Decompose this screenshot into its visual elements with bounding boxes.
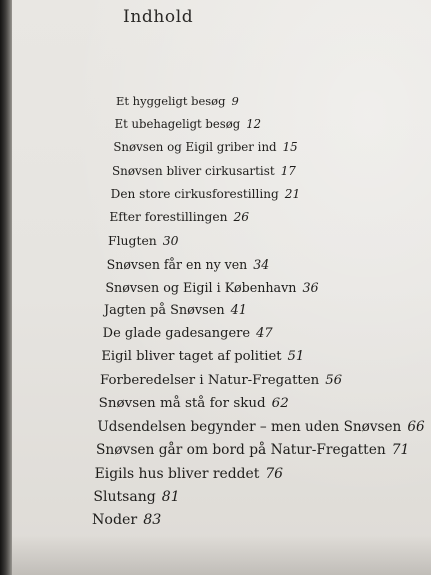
- toc-entry-page: 36: [302, 279, 319, 295]
- toc-entry-page: 9: [231, 94, 239, 108]
- toc-entry-page: 76: [265, 465, 284, 482]
- toc-entry-title: Et hyggeligt besøg: [116, 94, 226, 108]
- toc-entry-page: 62: [271, 395, 289, 411]
- toc-entry: [115, 117, 261, 131]
- toc-entry: [112, 164, 296, 178]
- toc-entry-page: 56: [325, 372, 343, 388]
- toc-entry-page: 21: [284, 186, 301, 201]
- toc-entry-title: Snøvsen og Eigil griber ind: [113, 140, 277, 155]
- toc-entry: [93, 489, 179, 505]
- toc-entry-page: 81: [161, 488, 180, 505]
- toc-entry-title: Snøvsen får en ny ven: [106, 256, 248, 272]
- toc-entry: [108, 233, 179, 248]
- toc-entry-page: 34: [253, 256, 270, 272]
- toc-entry: [96, 442, 409, 458]
- toc-entry-title: De glade gadesangere: [102, 326, 251, 342]
- toc-entry-page: 47: [256, 326, 273, 342]
- toc-entry-page: 41: [230, 303, 247, 318]
- toc-entry-page: 71: [391, 442, 410, 459]
- toc-entry: [107, 257, 270, 272]
- toc-entry-page: 30: [162, 233, 179, 249]
- toc-entry: [104, 303, 247, 318]
- toc-entry-title: Noder: [92, 512, 138, 528]
- toc-entry: [101, 349, 304, 364]
- toc-entry: [116, 94, 239, 108]
- toc-entry: [109, 210, 249, 224]
- toc-entry-title: Udsendelsen begynder – men uden Snøvsen: [97, 419, 402, 436]
- toc-entry-title: Efter forestillingen: [109, 210, 228, 225]
- toc-entry: [105, 280, 318, 295]
- toc-entry: [113, 140, 297, 154]
- page-title: Indhold: [123, 7, 194, 27]
- book-page: [12, 0, 431, 575]
- toc-entry-page: 66: [407, 419, 425, 436]
- toc-entry-title: Flugten: [108, 233, 157, 249]
- toc-entry-title: Den store cirkusforestilling: [110, 186, 279, 201]
- toc-entry-title: Snøvsen går om bord på Natur-Fregatten: [96, 442, 386, 459]
- toc-entry: [92, 512, 161, 528]
- toc-entry: [103, 326, 273, 341]
- toc-entry-title: Slutsang: [93, 488, 156, 505]
- toc-entry-title: Jagten på Snøvsen: [104, 303, 225, 318]
- toc-entry-page: 26: [233, 210, 250, 225]
- toc-entry: [100, 373, 342, 388]
- toc-entry-title: Snøvsen og Eigil i København: [105, 279, 297, 295]
- toc-entry-page: 51: [287, 349, 305, 365]
- toc-entry: [99, 396, 289, 411]
- toc-entry-title: Et ubehageligt besøg: [114, 117, 241, 132]
- toc-entry-title: Snøvsen bliver cirkusartist: [112, 163, 275, 178]
- table-of-contents: [12, 0, 431, 575]
- toc-entry-page: 83: [143, 512, 162, 528]
- toc-entry-title: Eigil bliver taget af politiet: [101, 349, 282, 365]
- toc-entry-page: 15: [282, 140, 298, 155]
- toc-entry: [95, 466, 283, 482]
- toc-entry-page: 17: [280, 163, 296, 178]
- toc-entry-page: 12: [246, 117, 262, 132]
- toc-entry-title: Snøvsen må stå for skud: [98, 395, 266, 411]
- toc-entry-title: Forberedelser i Natur-Fregatten: [100, 372, 320, 388]
- toc-entry-title: Eigils hus bliver reddet: [94, 465, 260, 482]
- toc-entry: [111, 187, 301, 201]
- toc-entry: [97, 419, 424, 435]
